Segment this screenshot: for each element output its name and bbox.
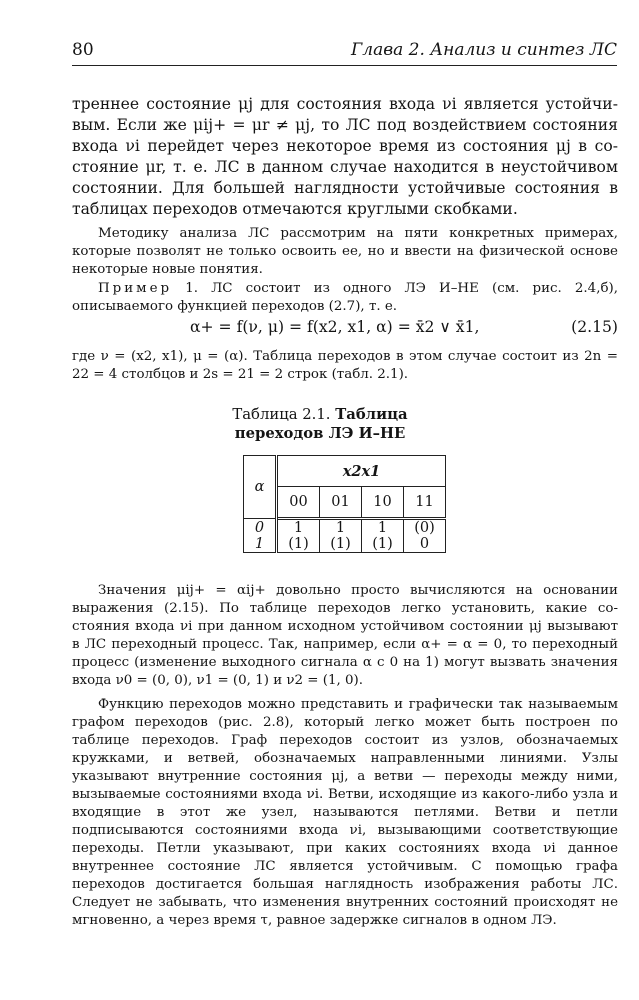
table-row-label: 0: [254, 519, 265, 536]
paragraph-5: Значения μij+ = αij+ довольно просто вычисляются на основании выражения (2.15). По таблице переходов легко установить, какие состояния входа νi при данном исходном устойчивом состоянии μj вызывают в ЛС переходный процесс. Так, например, если α+ = α = 0, то переходный процесс (изменение выходного сигнала α с 0 на 1) могут вызвать значения входа ν0 = (0, 0), ν1 = (0, 1) и ν2 = (1, 0).: [72, 583, 618, 688]
table-cell-value: 1: [335, 520, 346, 536]
page-header: [72, 40, 617, 62]
table-cell: [362, 519, 404, 553]
paragraph-6: Функцию переходов можно представить и графически так называемым графом переходов (рис. 2.8), который легко может быть построен по таблице переходов. Граф переходов состоит из узлов, обозначаемых кружками, и ветвей, обозначаемых направленными линиями. Узлы указывают внутренние состояния μj, а ветви — переходы между ними, вызываемые состояниями входа νi. Ветви, исходящие из какого-либо узла и входящие в этот же узел, называются петлями. Ветви и петли подписываются состояниями входа νi, вызывающими соответствующие переходы. Петли указывают, при каких состояниях входа νi данное внутреннее состояние ЛС является устойчивым. С помощью графа переходов достигается большая наглядность изображения работы ЛС. Следует не забывать, что изменения внутренних состояний происходят не мгновенно, а через время τ, равное задержке сигналов в одном ЛЭ.: [72, 697, 618, 928]
table-cell-value: (0): [414, 520, 435, 536]
example-text: 1. ЛС состоит из одного ЛЭ И–НЕ (см. рис. 2.4,б), описываемого функцией переходов (2.7), т. е.: [72, 281, 618, 314]
table-cell-value: (1): [330, 536, 351, 552]
table-row-label: 1: [254, 535, 265, 552]
table-cell-value: 1: [377, 520, 388, 536]
equation-2-15: [72, 318, 618, 342]
table-cell: [277, 519, 320, 553]
header-rule: [72, 65, 617, 66]
example-lead: Пример: [98, 281, 173, 296]
table-row-labels: [244, 519, 277, 553]
paragraph-4: где ν = (x2, x1), μ = (α). Таблица переходов в этом случае состоит из 2n = 22 = 4 столбцов и 2s = 21 = 2 строк (табл. 2.1).: [72, 349, 618, 382]
table-cell-value: (1): [288, 536, 309, 552]
table-caption: [200, 405, 440, 443]
equation-number: (2.15): [571, 318, 618, 336]
paragraph-1: треннее состояние μj для состояния входа νi является устойчивым. Если же μij+ = μr ≠ μj, то ЛС под воздействием состояния входа νi перейдет через некоторое время из состояния μj в состояние μr, т. е. ЛС в данном случае находится в неустойчивом состоянии. Для большей наглядности устойчивые состояния в таблицах переходов отмечаются круглыми скобками.: [72, 95, 618, 218]
table-column-group-header: x2x1: [277, 456, 446, 487]
table-cell-value: 1: [293, 520, 304, 536]
running-head: Глава 2. Анализ и синтез ЛС: [351, 40, 617, 60]
table-cell: [320, 519, 362, 553]
table-column-header: 11: [404, 487, 446, 519]
table-column-header: 00: [277, 487, 320, 519]
table-column-header: 10: [362, 487, 404, 519]
table-caption-title: Таблица переходов ЛЭ И–НЕ: [234, 406, 408, 442]
table-cell: [404, 519, 446, 553]
paragraph-2: Методику анализа ЛС рассмотрим на пяти конкретных примерах, которые позволят не только освоить ее, но и ввести на физической основе некоторые новые понятия.: [72, 226, 618, 277]
table-column-header: 01: [320, 487, 362, 519]
table-cell-value: 0: [419, 536, 430, 552]
transition-table: [243, 455, 446, 553]
page-number: 80: [72, 40, 94, 60]
table-row-header: α: [244, 456, 277, 519]
table-caption-label: Таблица 2.1.: [232, 406, 331, 423]
paragraph-3: [72, 280, 618, 316]
table-cell-value: (1): [372, 536, 393, 552]
equation-body: α+ = f(ν, μ) = f(x2, x1, α) = x̄2 ∨ x̄1,: [190, 318, 480, 336]
